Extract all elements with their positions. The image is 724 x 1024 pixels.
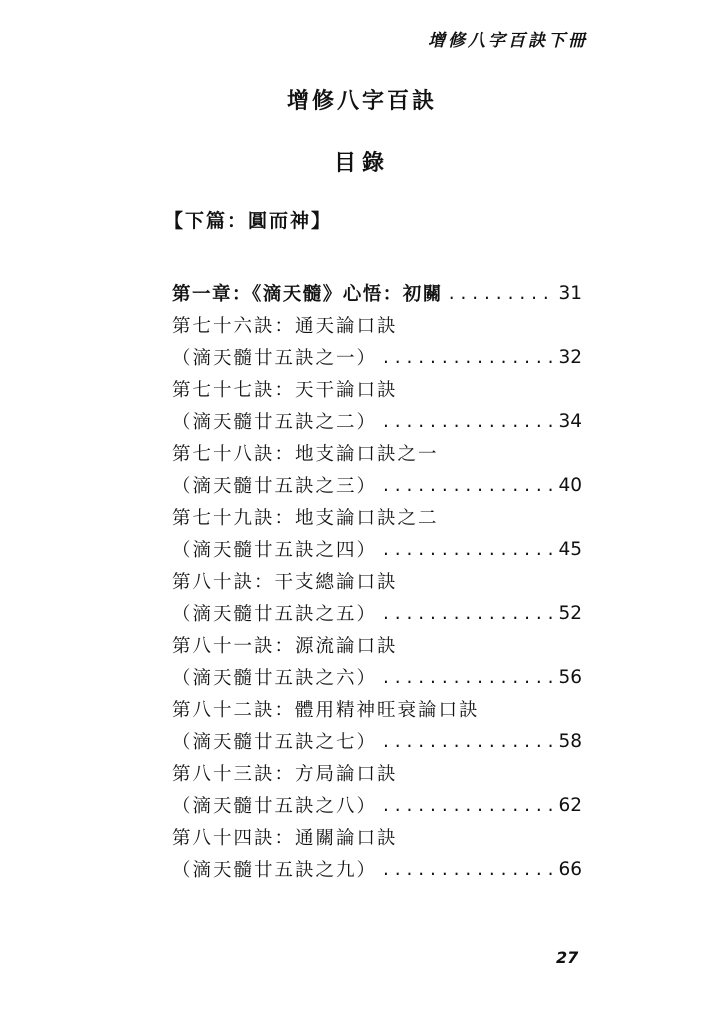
toc-entry-page: 34 [558, 410, 582, 432]
toc-entry-page: 40 [558, 474, 582, 496]
toc-entry-text: （滴天髓廿五訣之七） [172, 732, 378, 753]
toc-entry-page: 52 [558, 602, 582, 624]
toc-entry-text: （滴天髓廿五訣之九） [172, 860, 378, 881]
toc-entry-page: 31 [558, 282, 582, 304]
toc-entry-page: 45 [558, 538, 582, 560]
toc-entry-text: 第七十八訣：地支論口訣之一 [172, 444, 439, 465]
page-number: 27 [556, 948, 579, 967]
toc-entry-text: （滴天髓廿五訣之四） [172, 540, 378, 561]
toc-entry-text: （滴天髓廿五訣之一） [172, 348, 378, 369]
toc-title: 目錄 [333, 151, 390, 176]
dot-leader [383, 411, 555, 432]
toc-entry-with-page [172, 533, 582, 565]
dot-leader [449, 283, 556, 304]
dot-leader [383, 795, 555, 816]
toc-entry-text: （滴天髓廿五訣之八） [172, 796, 378, 817]
toc-entry-with-page [172, 469, 582, 501]
toc-entry-text: 第八十三訣：方局論口訣 [172, 764, 398, 785]
toc-entry-with-page [172, 341, 582, 373]
toc-entry-title [172, 373, 582, 405]
toc-entry-with-page [172, 725, 582, 757]
toc-entry-text: 第七十七訣：天干論口訣 [172, 380, 398, 401]
toc-entry-title [172, 757, 582, 789]
toc-list [172, 277, 582, 885]
dot-leader [383, 475, 555, 496]
running-header: 增修八字百訣下冊 [428, 31, 588, 51]
toc-entry-title [172, 693, 582, 725]
toc-entry-text: 第八十訣：干支總論口訣 [172, 572, 398, 593]
toc-entry-page: 32 [558, 346, 582, 368]
toc-entry-text: 第一章：《滴天髓》心悟：初關 [172, 284, 443, 305]
toc-entry-text: 第八十四訣：通關論口訣 [172, 828, 398, 849]
section-heading: 【下篇：圓而神】 [164, 210, 333, 232]
toc-entry-title [172, 437, 582, 469]
toc-entry-title [172, 821, 582, 853]
toc-entry-text: （滴天髓廿五訣之三） [172, 476, 378, 497]
toc-entry-text: （滴天髓廿五訣之五） [172, 604, 378, 625]
toc-entry-text: 第七十六訣：通天論口訣 [172, 316, 398, 337]
dot-leader [383, 731, 555, 752]
toc-entry-page: 66 [558, 858, 582, 880]
toc-entry-page: 56 [558, 666, 582, 688]
book-title: 增修八字百訣 [286, 89, 437, 114]
dot-leader [383, 859, 555, 880]
dot-leader [383, 603, 555, 624]
toc-entry-page: 58 [558, 730, 582, 752]
toc-entry-text: （滴天髓廿五訣之二） [172, 412, 378, 433]
dot-leader [383, 539, 555, 560]
toc-entry-with-page [172, 405, 582, 437]
toc-entry-text: 第八十一訣：源流論口訣 [172, 636, 398, 657]
toc-entry-text: 第七十九訣：地支論口訣之二 [172, 508, 439, 529]
toc-entry-text: 第八十二訣：體用精神旺衰論口訣 [172, 700, 480, 721]
toc-entry-text: （滴天髓廿五訣之六） [172, 668, 378, 689]
toc-entry-title [172, 629, 582, 661]
toc-entry-title [172, 501, 582, 533]
dot-leader [383, 667, 555, 688]
dot-leader [383, 347, 555, 368]
toc-entry-with-page [172, 661, 582, 693]
toc-entry-with-page [172, 789, 582, 821]
toc-entry-page: 62 [558, 794, 582, 816]
toc-entry-with-page [172, 597, 582, 629]
toc-entry-with-page [172, 277, 582, 309]
toc-entry-with-page [172, 853, 582, 885]
toc-entry-title [172, 309, 582, 341]
toc-entry-title [172, 565, 582, 597]
